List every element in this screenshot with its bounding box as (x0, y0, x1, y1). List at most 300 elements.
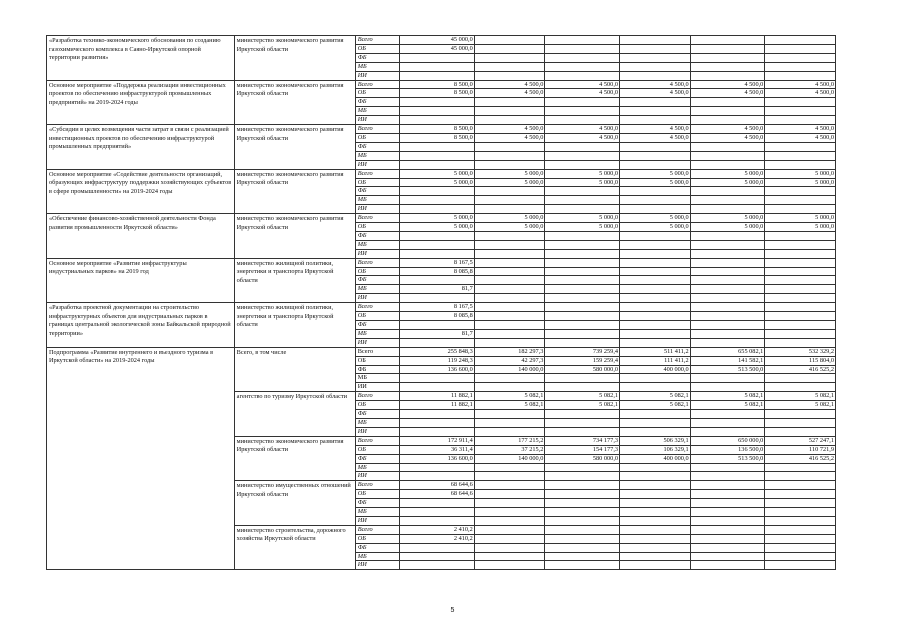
funding-source-cell: ИИ (355, 116, 399, 125)
amount-cell (474, 543, 545, 552)
amount-cell (545, 205, 620, 214)
amount-cell: 4 500,0 (545, 125, 620, 134)
amount-cell: 4 500,0 (620, 133, 691, 142)
amount-cell (690, 151, 765, 160)
amount-cell: 5 000,0 (545, 178, 620, 187)
amount-cell (400, 142, 475, 151)
amount-cell: 532 329,2 (765, 347, 836, 356)
amount-cell (545, 383, 620, 392)
amount-cell (400, 53, 475, 62)
amount-cell: 37 215,2 (474, 445, 545, 454)
table-row (47, 214, 836, 223)
amount-cell: 5 082,1 (545, 401, 620, 410)
amount-cell (690, 71, 765, 80)
amount-cell (765, 534, 836, 543)
amount-cell (620, 44, 691, 53)
amount-cell (690, 294, 765, 303)
funding-source-cell: ИИ (355, 205, 399, 214)
amount-cell (690, 427, 765, 436)
amount-cell: 4 500,0 (690, 89, 765, 98)
amount-cell: 4 500,0 (474, 80, 545, 89)
funding-source-cell: ИИ (355, 160, 399, 169)
responsible-executor-cell: Всего, в том числе (234, 347, 355, 392)
funding-source-cell: Всего (355, 481, 399, 490)
amount-cell (400, 151, 475, 160)
table-row (47, 125, 836, 134)
amount-cell (474, 53, 545, 62)
amount-cell (765, 107, 836, 116)
amount-cell: 5 082,1 (690, 392, 765, 401)
page-number: 5 (450, 607, 455, 614)
amount-cell (765, 472, 836, 481)
amount-cell (620, 312, 691, 321)
amount-cell: 8 500,0 (400, 80, 475, 89)
amount-cell: 5 000,0 (474, 223, 545, 232)
amount-cell (400, 276, 475, 285)
funding-source-cell: ИИ (355, 338, 399, 347)
amount-cell: 4 500,0 (765, 89, 836, 98)
amount-cell (400, 561, 475, 570)
amount-cell (765, 383, 836, 392)
amount-cell (690, 534, 765, 543)
amount-cell: 513 500,0 (690, 365, 765, 374)
amount-cell (690, 205, 765, 214)
amount-cell: 106 329,1 (620, 445, 691, 454)
amount-cell: 81,7 (400, 285, 475, 294)
amount-cell (765, 196, 836, 205)
amount-cell (765, 418, 836, 427)
amount-cell (545, 294, 620, 303)
amount-cell (545, 249, 620, 258)
amount-cell (474, 481, 545, 490)
funding-source-cell: МБ (355, 329, 399, 338)
amount-cell: 81,7 (400, 329, 475, 338)
amount-cell (474, 205, 545, 214)
amount-cell (765, 508, 836, 517)
amount-cell: 4 500,0 (765, 125, 836, 134)
amount-cell (620, 151, 691, 160)
amount-cell (690, 62, 765, 71)
amount-cell (474, 410, 545, 419)
funding-source-cell: ОБ (355, 445, 399, 454)
amount-cell (690, 285, 765, 294)
amount-cell: 4 500,0 (474, 125, 545, 134)
amount-cell (474, 418, 545, 427)
amount-cell (765, 561, 836, 570)
amount-cell: 172 911,4 (400, 436, 475, 445)
amount-cell (474, 44, 545, 53)
amount-cell (474, 62, 545, 71)
amount-cell (690, 187, 765, 196)
budget-table-body (47, 36, 836, 570)
amount-cell: 136 500,0 (690, 445, 765, 454)
amount-cell: 5 082,1 (545, 392, 620, 401)
amount-cell: 42 297,3 (474, 356, 545, 365)
amount-cell: 68 644,6 (400, 490, 475, 499)
amount-cell (545, 329, 620, 338)
amount-cell: 580 000,0 (545, 454, 620, 463)
amount-cell (474, 187, 545, 196)
amount-cell (765, 98, 836, 107)
activity-name-cell: «Субсидии в целях возмещения части затрат в связи с реализацией инвестиционных проектов по обеспечению инфраструктурой промышленных предприятий» (47, 125, 235, 170)
amount-cell (545, 187, 620, 196)
amount-cell (620, 374, 691, 383)
funding-source-cell: Всего (355, 80, 399, 89)
funding-source-cell: МБ (355, 374, 399, 383)
amount-cell: 4 500,0 (620, 89, 691, 98)
amount-cell (474, 525, 545, 534)
amount-cell (474, 294, 545, 303)
amount-cell (400, 499, 475, 508)
amount-cell (400, 508, 475, 517)
amount-cell (545, 258, 620, 267)
funding-source-cell: Всего (355, 436, 399, 445)
amount-cell: 4 500,0 (690, 80, 765, 89)
responsible-executor-cell: агентство по туризму Иркутской области (234, 392, 355, 437)
amount-cell (545, 276, 620, 285)
amount-cell: 177 215,2 (474, 436, 545, 445)
amount-cell: 5 082,1 (620, 392, 691, 401)
amount-cell (400, 196, 475, 205)
funding-source-cell: ИИ (355, 383, 399, 392)
amount-cell (690, 329, 765, 338)
amount-cell (400, 71, 475, 80)
funding-source-cell: МБ (355, 240, 399, 249)
amount-cell (620, 276, 691, 285)
amount-cell (765, 276, 836, 285)
amount-cell (400, 427, 475, 436)
amount-cell (400, 98, 475, 107)
amount-cell (620, 98, 691, 107)
amount-cell (620, 205, 691, 214)
amount-cell (545, 267, 620, 276)
amount-cell (545, 418, 620, 427)
activity-name-cell: «Обеспечение финансово-хозяйственной деятельности Фонда развития промышленности Иркутской области» (47, 214, 235, 259)
amount-cell: 400 000,0 (620, 454, 691, 463)
amount-cell: 4 500,0 (545, 133, 620, 142)
funding-source-cell: МБ (355, 151, 399, 160)
table-row (47, 36, 836, 45)
amount-cell (474, 71, 545, 80)
funding-source-cell: Всего (355, 525, 399, 534)
amount-cell: 5 000,0 (765, 178, 836, 187)
amount-cell (620, 534, 691, 543)
amount-cell (690, 481, 765, 490)
funding-source-cell: ИИ (355, 71, 399, 80)
amount-cell (620, 231, 691, 240)
amount-cell (474, 231, 545, 240)
amount-cell (690, 312, 765, 321)
funding-source-cell: ФБ (355, 142, 399, 151)
amount-cell (400, 231, 475, 240)
amount-cell: 4 500,0 (690, 133, 765, 142)
amount-cell (620, 36, 691, 45)
amount-cell (690, 410, 765, 419)
amount-cell (400, 543, 475, 552)
amount-cell (474, 116, 545, 125)
amount-cell (690, 561, 765, 570)
amount-cell (474, 303, 545, 312)
amount-cell: 36 311,4 (400, 445, 475, 454)
amount-cell (765, 160, 836, 169)
amount-cell (765, 410, 836, 419)
amount-cell (474, 374, 545, 383)
amount-cell: 506 329,1 (620, 436, 691, 445)
amount-cell (474, 552, 545, 561)
amount-cell: 2 410,2 (400, 534, 475, 543)
amount-cell: 650 000,0 (690, 436, 765, 445)
amount-cell: 5 082,1 (474, 392, 545, 401)
amount-cell: 2 410,2 (400, 525, 475, 534)
amount-cell: 5 082,1 (690, 401, 765, 410)
amount-cell (545, 196, 620, 205)
amount-cell (765, 552, 836, 561)
funding-source-cell: Всего (355, 303, 399, 312)
amount-cell: 5 000,0 (545, 214, 620, 223)
amount-cell: 4 500,0 (765, 80, 836, 89)
amount-cell (400, 107, 475, 116)
funding-source-cell: ОБ (355, 133, 399, 142)
amount-cell (474, 383, 545, 392)
amount-cell (620, 71, 691, 80)
amount-cell: 400 000,0 (620, 365, 691, 374)
amount-cell: 4 500,0 (474, 89, 545, 98)
amount-cell: 45 000,0 (400, 36, 475, 45)
funding-source-cell: ИИ (355, 516, 399, 525)
amount-cell: 8 167,5 (400, 258, 475, 267)
amount-cell (690, 107, 765, 116)
amount-cell (690, 383, 765, 392)
amount-cell (690, 463, 765, 472)
amount-cell (620, 516, 691, 525)
amount-cell (690, 543, 765, 552)
amount-cell (400, 418, 475, 427)
amount-cell (765, 267, 836, 276)
amount-cell (474, 427, 545, 436)
amount-cell (474, 142, 545, 151)
funding-source-cell: ИИ (355, 294, 399, 303)
amount-cell (765, 294, 836, 303)
amount-cell (765, 44, 836, 53)
amount-cell (690, 160, 765, 169)
amount-cell (400, 249, 475, 258)
amount-cell: 11 882,1 (400, 392, 475, 401)
amount-cell (765, 116, 836, 125)
amount-cell: 8 500,0 (400, 133, 475, 142)
amount-cell (545, 481, 620, 490)
amount-cell (690, 303, 765, 312)
funding-source-cell: ОБ (355, 312, 399, 321)
amount-cell (620, 490, 691, 499)
amount-cell: 5 000,0 (545, 223, 620, 232)
amount-cell (474, 490, 545, 499)
funding-source-cell: Всего (355, 125, 399, 134)
activity-name-cell: Основное мероприятие «Содействие деятельности организаций, образующих инфраструктуру поддержки хозяйствующих субъектов в сфере промышленности» на 2019-2024 годы (47, 169, 235, 214)
amount-cell (620, 427, 691, 436)
amount-cell (765, 499, 836, 508)
amount-cell (400, 240, 475, 249)
amount-cell: 527 247,1 (765, 436, 836, 445)
amount-cell: 5 082,1 (765, 392, 836, 401)
amount-cell (400, 374, 475, 383)
amount-cell (474, 276, 545, 285)
amount-cell (474, 240, 545, 249)
funding-source-cell: ОБ (355, 356, 399, 365)
funding-source-cell: ФБ (355, 276, 399, 285)
amount-cell (620, 472, 691, 481)
funding-source-cell: ФБ (355, 98, 399, 107)
amount-cell: 119 248,3 (400, 356, 475, 365)
amount-cell (620, 303, 691, 312)
amount-cell (620, 561, 691, 570)
amount-cell (765, 321, 836, 330)
amount-cell (690, 98, 765, 107)
funding-source-cell: ФБ (355, 410, 399, 419)
funding-source-cell: Всего (355, 392, 399, 401)
budget-table (46, 35, 836, 570)
amount-cell (690, 240, 765, 249)
amount-cell (545, 116, 620, 125)
funding-source-cell: МБ (355, 463, 399, 472)
activity-name-cell: «Разработка проектной документации на строительство инфраструктурных объектов для индустриальных парков в границах центральной экологической зоны Байкальской природной территории» (47, 303, 235, 348)
amount-cell (620, 543, 691, 552)
amount-cell (690, 490, 765, 499)
amount-cell: 8 085,8 (400, 312, 475, 321)
amount-cell (765, 53, 836, 62)
amount-cell (765, 205, 836, 214)
funding-source-cell: ФБ (355, 454, 399, 463)
amount-cell (545, 410, 620, 419)
amount-cell (474, 267, 545, 276)
amount-cell (400, 383, 475, 392)
amount-cell (690, 321, 765, 330)
amount-cell: 5 000,0 (620, 169, 691, 178)
funding-source-cell: ФБ (355, 187, 399, 196)
amount-cell (765, 374, 836, 383)
amount-cell (400, 516, 475, 525)
amount-cell (545, 472, 620, 481)
amount-cell (690, 552, 765, 561)
amount-cell (400, 338, 475, 347)
funding-source-cell: МБ (355, 107, 399, 116)
amount-cell (545, 44, 620, 53)
amount-cell (765, 543, 836, 552)
amount-cell (620, 321, 691, 330)
funding-source-cell: ФБ (355, 543, 399, 552)
responsible-executor-cell: министерство экономического развития Иркутской области (234, 125, 355, 170)
funding-source-cell: ФБ (355, 231, 399, 240)
amount-cell (690, 499, 765, 508)
amount-cell: 5 000,0 (400, 223, 475, 232)
amount-cell (400, 410, 475, 419)
amount-cell (690, 196, 765, 205)
funding-source-cell: Всего (355, 258, 399, 267)
amount-cell (765, 285, 836, 294)
amount-cell (474, 36, 545, 45)
responsible-executor-cell: министерство экономического развития Иркутской области (234, 80, 355, 125)
amount-cell (545, 508, 620, 517)
funding-source-cell: Всего (355, 36, 399, 45)
amount-cell (765, 258, 836, 267)
amount-cell (400, 205, 475, 214)
amount-cell (400, 62, 475, 71)
amount-cell (690, 525, 765, 534)
table-row (47, 169, 836, 178)
amount-cell (765, 36, 836, 45)
amount-cell (400, 472, 475, 481)
amount-cell (545, 374, 620, 383)
amount-cell (474, 463, 545, 472)
table-row (47, 303, 836, 312)
amount-cell (620, 418, 691, 427)
amount-cell (545, 499, 620, 508)
amount-cell (765, 249, 836, 258)
amount-cell (690, 116, 765, 125)
amount-cell: 5 082,1 (474, 401, 545, 410)
funding-source-cell: МБ (355, 508, 399, 517)
amount-cell (620, 160, 691, 169)
amount-cell (690, 374, 765, 383)
amount-cell (474, 534, 545, 543)
amount-cell: 140 000,0 (474, 454, 545, 463)
amount-cell (474, 312, 545, 321)
amount-cell (765, 151, 836, 160)
amount-cell (474, 499, 545, 508)
amount-cell: 4 500,0 (620, 80, 691, 89)
amount-cell: 5 000,0 (620, 178, 691, 187)
amount-cell (620, 285, 691, 294)
amount-cell (620, 383, 691, 392)
amount-cell (545, 62, 620, 71)
funding-source-cell: ФБ (355, 499, 399, 508)
amount-cell (545, 463, 620, 472)
amount-cell (545, 561, 620, 570)
amount-cell (474, 258, 545, 267)
amount-cell (545, 142, 620, 151)
amount-cell (545, 516, 620, 525)
amount-cell: 5 000,0 (765, 169, 836, 178)
amount-cell (690, 472, 765, 481)
amount-cell: 8 167,5 (400, 303, 475, 312)
budget-table-container (46, 35, 836, 570)
amount-cell: 5 082,1 (620, 401, 691, 410)
amount-cell (620, 249, 691, 258)
amount-cell (545, 71, 620, 80)
amount-cell: 580 000,0 (545, 365, 620, 374)
amount-cell (400, 294, 475, 303)
amount-cell (400, 321, 475, 330)
amount-cell (545, 240, 620, 249)
amount-cell (690, 267, 765, 276)
amount-cell (765, 187, 836, 196)
amount-cell (765, 71, 836, 80)
amount-cell: 111 411,2 (620, 356, 691, 365)
amount-cell (545, 231, 620, 240)
funding-source-cell: Всего (355, 347, 399, 356)
funding-source-cell: ОБ (355, 44, 399, 53)
activity-name-cell: Подпрограмма «Развитие внутреннего и въездного туризма в Иркутской области» на 2019-2024 годы (47, 347, 235, 570)
amount-cell: 5 000,0 (690, 178, 765, 187)
amount-cell: 8 085,8 (400, 267, 475, 276)
amount-cell (545, 107, 620, 116)
amount-cell (690, 276, 765, 285)
amount-cell (474, 329, 545, 338)
amount-cell (620, 53, 691, 62)
amount-cell (474, 338, 545, 347)
amount-cell (620, 481, 691, 490)
responsible-executor-cell: министерство экономического развития Иркутской области (234, 214, 355, 259)
table-row (47, 258, 836, 267)
